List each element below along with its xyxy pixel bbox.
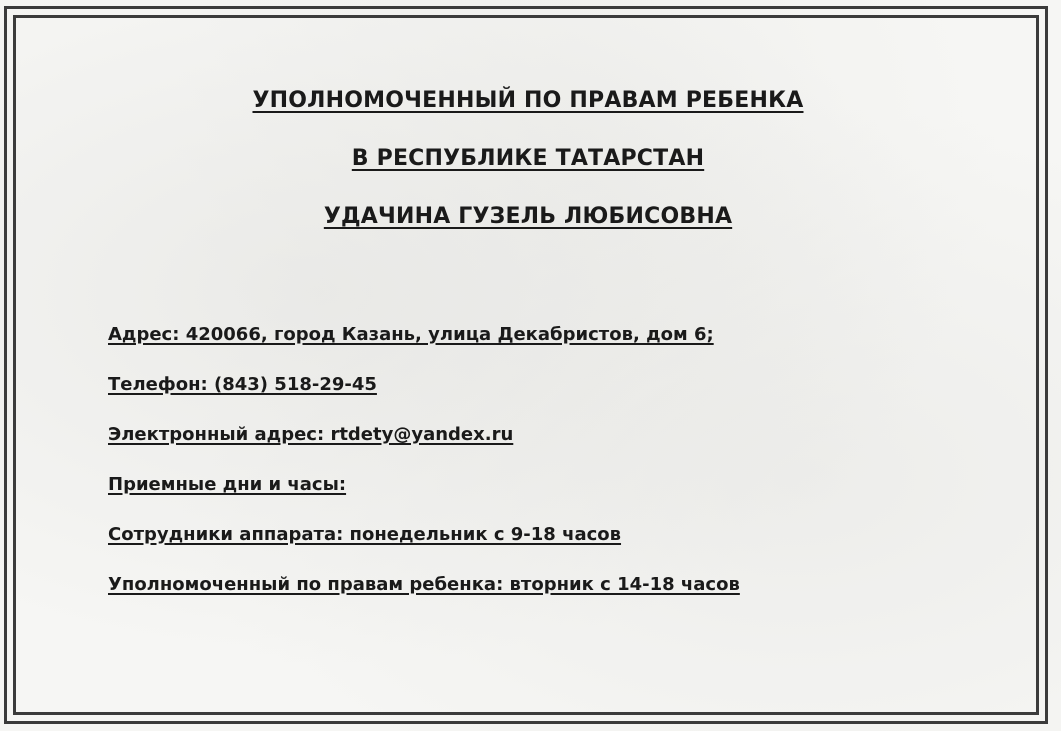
title-line-3: УДАЧИНА ГУЗЕЛЬ ЛЮБИСОВНА bbox=[323, 204, 733, 229]
title-line-1: УПОЛНОМОЧЕННЫЙ ПО ПРАВАМ РЕБЕНКА bbox=[252, 88, 804, 113]
title-line-2: В РЕСПУБЛИКЕ ТАТАРСТАН bbox=[351, 146, 705, 171]
staff-hours-line: Сотрудники аппарата: понедельник с 9-18 часов bbox=[108, 524, 622, 545]
outer-border bbox=[4, 6, 1048, 724]
inner-border bbox=[13, 15, 1039, 715]
phone-line: Телефон: (843) 518-29-45 bbox=[108, 374, 377, 395]
address-line: Адрес: 420066, город Казань, улица Декабристов, дом 6; bbox=[108, 324, 714, 345]
email-line: Электронный адрес: rtdety@yandex.ru bbox=[108, 424, 514, 445]
reception-heading: Приемные дни и часы: bbox=[108, 474, 347, 495]
ombudsman-hours-line: Уполномоченный по правам ребенка: вторник с 14-18 часов bbox=[108, 574, 740, 595]
